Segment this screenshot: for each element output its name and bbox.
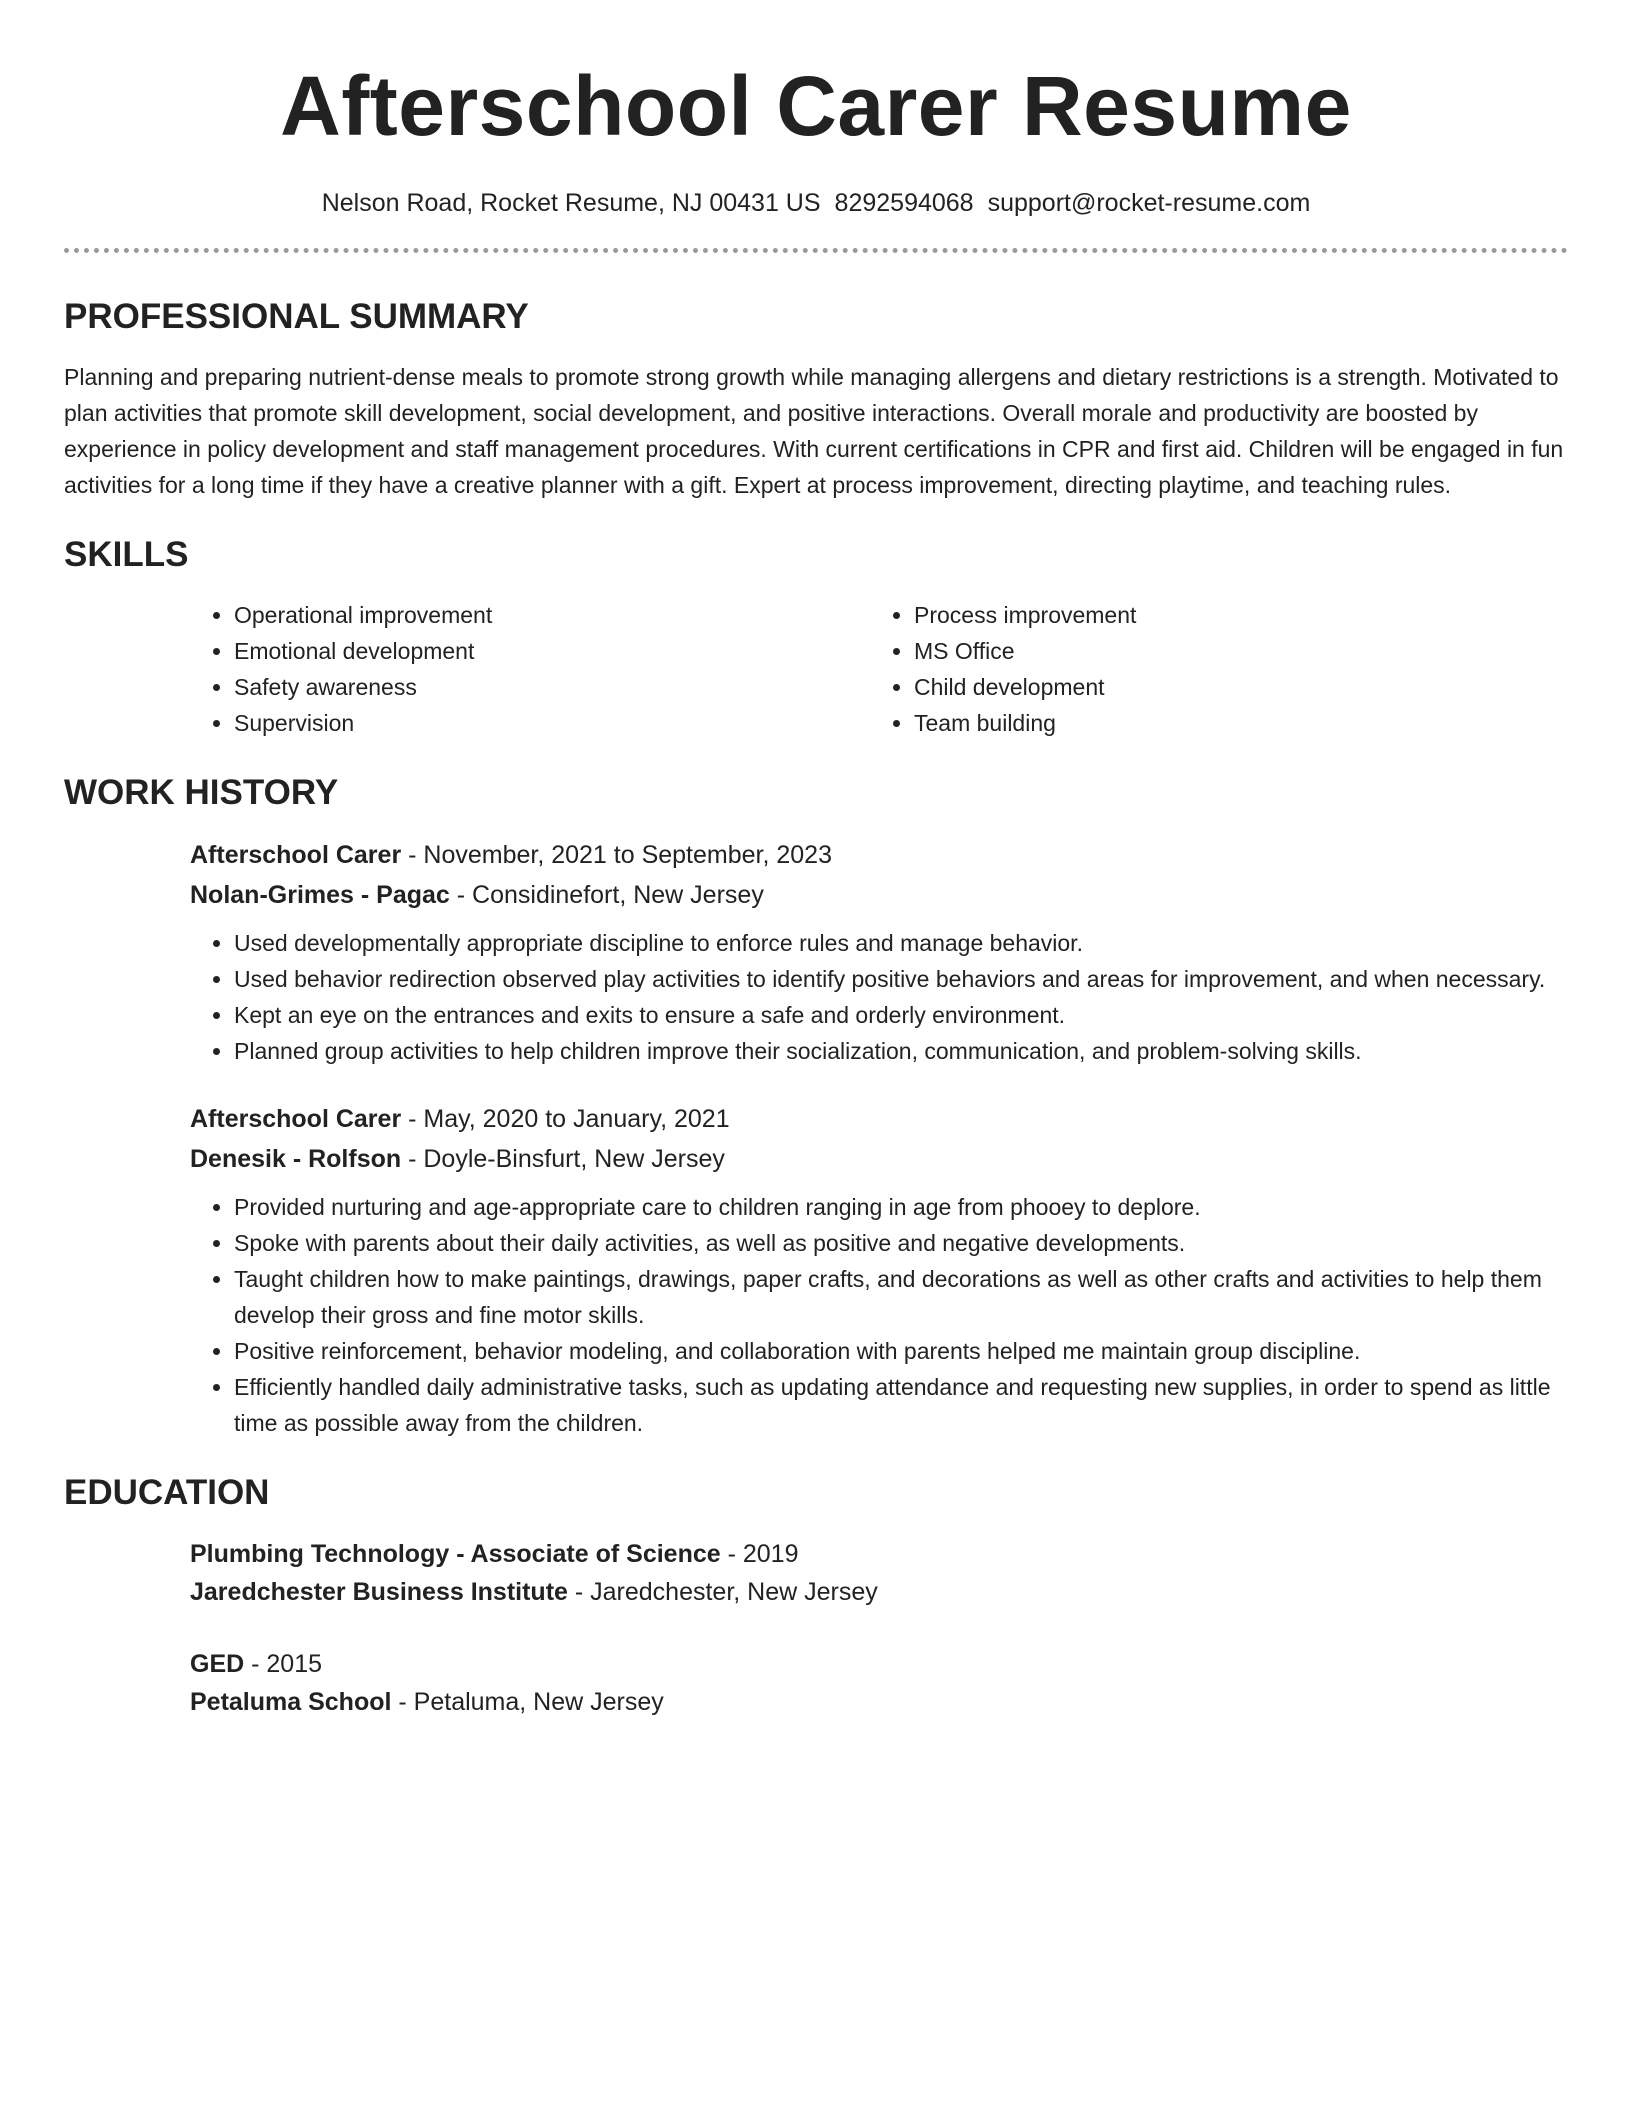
skills-column-left <box>190 597 870 741</box>
job-bullet: • Taught children how to make paintings, drawings, paper crafts, and decorations as well as other crafts and activities to help them develop their gross and fine motor skills. <box>234 1261 1568 1333</box>
education-degree-line <box>190 1645 1568 1683</box>
job-role: Afterschool Carer <box>190 841 402 869</box>
contact-phone: 8292594068 <box>834 189 974 217</box>
job-bullets <box>190 1189 1568 1441</box>
job-entry <box>190 835 1568 1069</box>
job-location: - Doyle-Binsfurt, New Jersey <box>401 1145 725 1173</box>
education-location: - Jaredchester, New Jersey <box>567 1578 878 1606</box>
skills-section <box>64 533 1568 741</box>
resume-page <box>64 0 1568 1721</box>
job-bullet: • Spoke with parents about their daily activities, as well as positive and negative developments. <box>234 1225 1568 1261</box>
summary-heading: PROFESSIONAL SUMMARY <box>64 297 529 336</box>
skills-heading: SKILLS <box>64 535 189 574</box>
education-section <box>64 1471 1568 1721</box>
contact-email: support@rocket-resume.com <box>987 189 1311 217</box>
education-heading: EDUCATION <box>64 1473 270 1512</box>
education-entry <box>190 1535 1568 1611</box>
skill-item: • Team building <box>914 705 1550 741</box>
job-role: Afterschool Carer <box>190 1105 402 1133</box>
skill-item: • Safety awareness <box>234 669 870 705</box>
skill-item: • Child development <box>914 669 1550 705</box>
header-divider <box>64 248 1568 253</box>
job-dates: - May, 2020 to January, 2021 <box>401 1105 730 1133</box>
skill-item: • MS Office <box>914 633 1550 669</box>
summary-section <box>64 295 1568 503</box>
job-company: Nolan-Grimes - Pagac <box>190 881 450 909</box>
skill-item: • Supervision <box>234 705 870 741</box>
summary-text: Planning and preparing nutrient-dense meals to promote strong growth while managing allergens and dietary restrictions is a strength. Motivated to plan activities that promote skill development, social development, and positive interactions. Overall morale and productivity are boosted by experience in policy development and staff management procedures. With current certifications in CPR and first aid. Children will be engaged in fun activities for a long time if they have a creative planner with a gift. Expert at process improvement, directing playtime, and teaching rules. <box>64 364 1564 498</box>
job-company-line <box>190 875 1568 915</box>
skill-item: • Operational improvement <box>234 597 870 633</box>
education-school-line <box>190 1683 1568 1721</box>
skill-item: • Emotional development <box>234 633 870 669</box>
contact-address: Nelson Road, Rocket Resume, NJ 00431 US <box>321 189 821 217</box>
job-company: Denesik - Rolfson <box>190 1145 402 1173</box>
job-company-line <box>190 1139 1568 1179</box>
education-school: Jaredchester Business Institute <box>190 1578 568 1606</box>
contact-line <box>64 186 1568 220</box>
job-bullet: • Planned group activities to help children improve their socialization, communication, and problem-solving skills. <box>234 1033 1568 1069</box>
job-bullet: • Used behavior redirection observed play activities to identify positive behaviors and areas for improvement, and when necessary. <box>234 961 1568 997</box>
job-bullet: • Used developmentally appropriate discipline to enforce rules and manage behavior. <box>234 925 1568 961</box>
job-dates: - November, 2021 to September, 2023 <box>401 841 832 869</box>
education-location: - Petaluma, New Jersey <box>391 1688 664 1716</box>
job-bullets <box>190 925 1568 1069</box>
job-bullet: • Efficiently handled daily administrative tasks, such as updating attendance and requesting new supplies, in order to spend as little time as possible away from the children. <box>234 1369 1568 1441</box>
education-year: - 2015 <box>244 1650 323 1678</box>
job-bullet: • Kept an eye on the entrances and exits to ensure a safe and orderly environment. <box>234 997 1568 1033</box>
education-entry <box>190 1645 1568 1721</box>
job-title-line <box>190 835 1568 875</box>
work-section <box>64 771 1568 1441</box>
skill-item: • Process improvement <box>914 597 1550 633</box>
education-degree: Plumbing Technology - Associate of Science <box>190 1540 721 1568</box>
job-bullet: • Positive reinforcement, behavior modeling, and collaboration with parents helped me maintain group discipline. <box>234 1333 1568 1369</box>
education-school: Petaluma School <box>190 1688 392 1716</box>
job-bullet: • Provided nurturing and age-appropriate care to children ranging in age from phooey to deplore. <box>234 1189 1568 1225</box>
skills-column-right <box>870 597 1550 741</box>
education-year: - 2019 <box>720 1540 799 1568</box>
skills-list <box>190 597 1568 741</box>
work-heading: WORK HISTORY <box>64 773 339 812</box>
job-entry <box>190 1099 1568 1441</box>
education-degree: GED <box>190 1650 245 1678</box>
resume-title: Afterschool Carer Resume <box>280 59 1352 153</box>
education-school-line <box>190 1573 1568 1611</box>
job-location: - Considinefort, New Jersey <box>449 881 764 909</box>
education-degree-line <box>190 1535 1568 1573</box>
job-title-line <box>190 1099 1568 1139</box>
